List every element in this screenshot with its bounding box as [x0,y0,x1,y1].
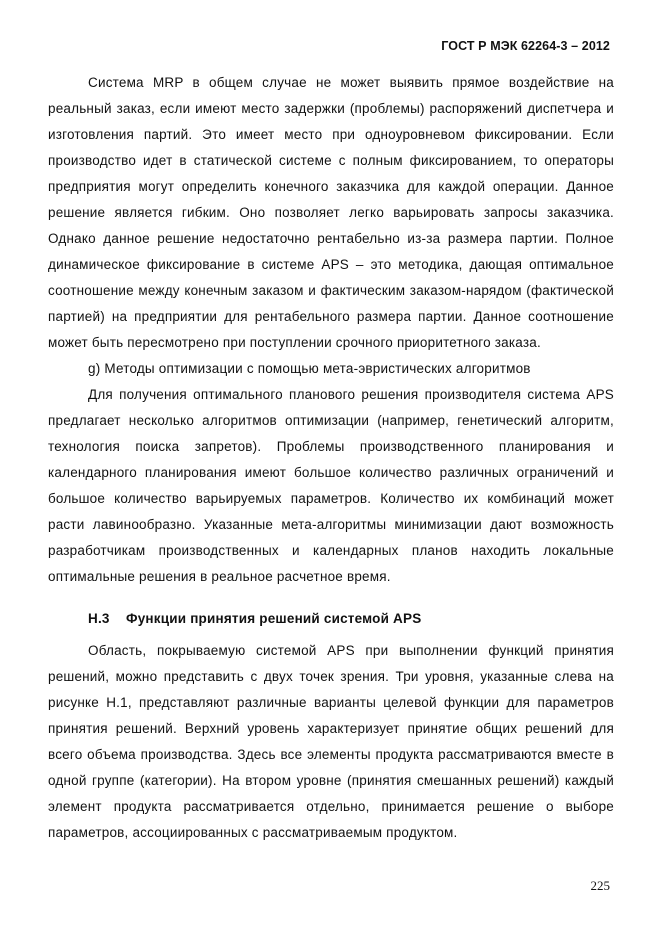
section-heading [48,606,614,632]
page-number: 225 [590,878,610,893]
paragraph-mrp-fixing: Система MRP в общем случае не может выявить прямое воздействие на реальный заказ, если имеют место задержки (проблемы) распоряжений диспетчера и изготовления партий. Это имеет место при одноуровневом фиксировании. Если производство идет в статической системе с полным фиксированием, то операторы предприятия могут определить конечного заказчика для каждой операции. Данное решение является гибким. Оно позволяет легко варьировать запросы заказчика. Однако данное решение недостаточно рентабельно из-за размера партии. Полное динамическое фиксирование в системе APS – это методика, дающая оптимальное соотношение между конечным заказом и фактическим заказом-нарядом (фактической партией) на предприятии для рентабельного размера партии. Данное соотношение может быть пересмотрено при поступлении срочного приоритетного заказа. [48,75,614,350]
standard-header: ГОСТ Р МЭК 62264-3 – 2012 [441,39,610,53]
section-title: Функции принятия решений системой APS [126,611,422,626]
paragraph-decision-functions: Область, покрываемую системой APS при выполнении функций принятия решений, можно представить с двух точек зрения. Три уровня, указанные слева на рисунке Н.1, представляют различные варианты целевой функции для параметров принятия решений. Верхний уровень характеризует принятие общих решений для всего объема производства. Здесь все элементы продукта рассматриваются вместе в одной группе (категории). На втором уровне (принятия смешанных решений) каждый элемент продукта рассматривается отдельно, принимается решение о выборе параметров, ассоциированных с рассматриваемым продуктом. [48,643,614,840]
paragraph-optimization-algorithms: Для получения оптимального планового решения производителя система APS предлагает несколько алгоритмов оптимизации (например, генетический алгоритм, технология поиска запретов). Проблемы производственного планирования и календарного планирования имеют большое количество различных ограничений и большое количество варьируемых параметров. Количество их комбинаций может расти лавинообразно. Указанные мета-алгоритмы минимизации дают возможность разработчикам производственных и календарных планов находить локальные оптимальные решения в реальное расчетное время. [48,387,614,584]
section-number: Н.3 [88,611,110,626]
list-item-g-heading: g) Методы оптимизации с помощью мета-эвристических алгоритмов [88,361,531,376]
page-body [48,70,614,846]
